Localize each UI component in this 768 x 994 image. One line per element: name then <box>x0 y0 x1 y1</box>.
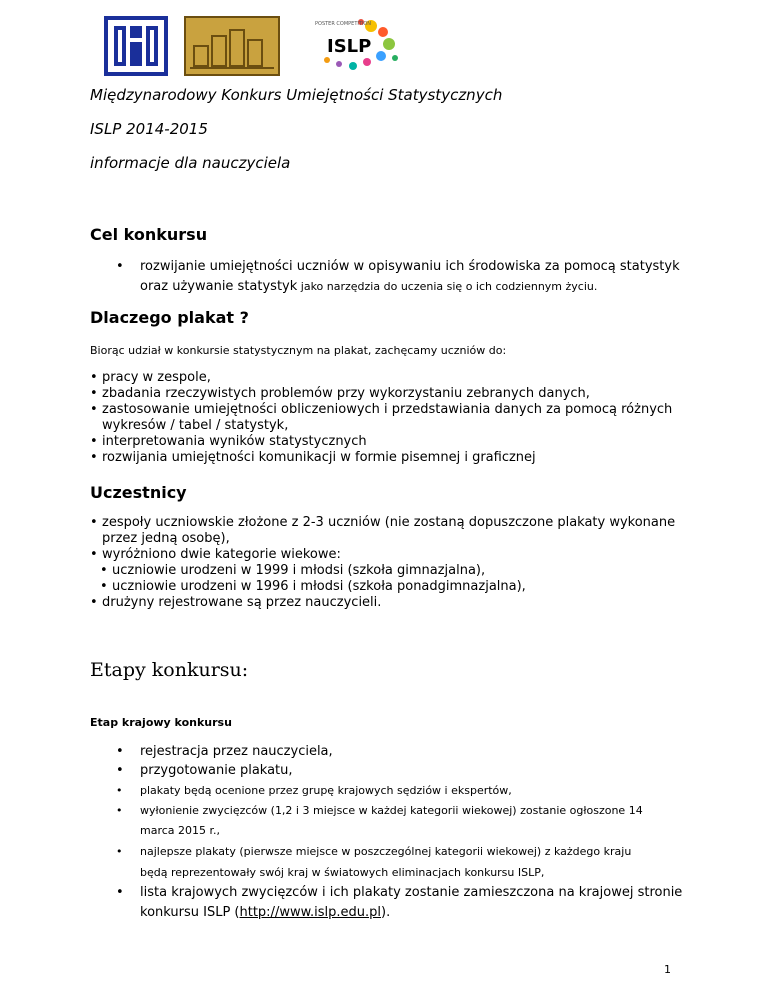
case-logo <box>184 16 280 76</box>
list-item: • przygotowanie plakatu, <box>116 763 293 778</box>
etapy-list <box>116 742 696 923</box>
list-item: • interpretowania wyników statystycznych <box>90 434 367 449</box>
heading-cel: Cel konkursu <box>90 225 208 244</box>
isi-logo <box>104 16 168 76</box>
list-item: • plakaty będą ocenione przez grupę krajowych sędziów i ekspertów, <box>116 784 512 797</box>
list-item: • wyłonienie zwycięzców (1,2 i 3 miejsce w każdej kategorii wiekowej) zostanie ogłoszone 14 marca 2015 r., <box>116 804 643 837</box>
list-item: • uczniowie urodzeni w 1996 i młodsi (szkoła ponadgimnazjalna), <box>100 579 526 594</box>
bullet: • <box>116 259 124 274</box>
list-item: • zespoły uczniowskie złożone z 2-3 uczniów (nie zostaną dopuszczone plakaty wykonane przez jedną osobę), <box>90 515 676 546</box>
uczestnicy-list <box>90 515 690 611</box>
list-item: • zastosowanie umiejętności obliczeniowych i przedstawiania danych za pomocą różnych wykresów / tabel / statystyk, <box>90 402 673 433</box>
list-item: • lista krajowych zwycięzców i ich plakaty zostanie zamieszczona na krajowej stronie konkursu ISLP (http://www.islp.edu.pl). <box>116 885 683 920</box>
list-item: • wyróżniono dwie kategorie wiekowe: <box>90 547 341 562</box>
islp-website-link[interactable]: http://www.islp.edu.pl <box>239 905 382 920</box>
heading-dlaczego: Dlaczego plakat ? <box>90 308 249 327</box>
islp-logo <box>309 16 399 78</box>
list-item: • rozwijanie umiejętności uczniów w opisywaniu ich środowiska za pomocą statystyk oraz używanie statystyk jako narzędzia do uczenia się o ich codziennym życiu. <box>116 259 680 294</box>
document-subtitle: informacje dla nauczyciela <box>90 154 291 172</box>
cel-list <box>116 257 696 297</box>
list-item: • rozwijania umiejętności komunikacji w formie pisemnej i graficznej <box>90 450 536 465</box>
dlaczego-intro: Biorąc udział w konkursie statystycznym na plakat, zachęcamy uczniów do: <box>90 344 507 357</box>
list-item: • zbadania rzeczywistych problemów przy wykorzystaniu zebranych danych, <box>90 386 590 401</box>
list-item: • drużyny rejestrowane są przez nauczycieli. <box>90 595 382 610</box>
list-item: • rejestracja przez nauczyciela, <box>116 744 333 759</box>
document-edition: ISLP 2014-2015 <box>90 120 208 138</box>
list-item: • uczniowie urodzeni w 1999 i młodsi (szkoła gimnazjalna), <box>100 563 486 578</box>
islp-logo-text: ISLP <box>327 36 372 57</box>
list-item: • pracy w zespole, <box>90 370 211 385</box>
heading-etapy: Etapy konkursu: <box>90 659 249 681</box>
dlaczego-list <box>90 370 690 466</box>
document-title: Międzynarodowy Konkurs Umiejętności Statystycznych <box>90 86 503 104</box>
islp-logo-caption: POSTER COMPETITION <box>315 21 372 27</box>
list-item: • najlepsze plakaty (pierwsze miejsce w poszczególnej kategorii wiekowej) z każdego kraju będą reprezentowały swój kraj w światowych eliminacjach konkursu ISLP, <box>116 845 632 879</box>
page-number: 1 <box>664 963 671 976</box>
heading-uczestnicy: Uczestnicy <box>90 483 187 502</box>
heading-etap-krajowy: Etap krajowy konkursu <box>90 716 232 729</box>
